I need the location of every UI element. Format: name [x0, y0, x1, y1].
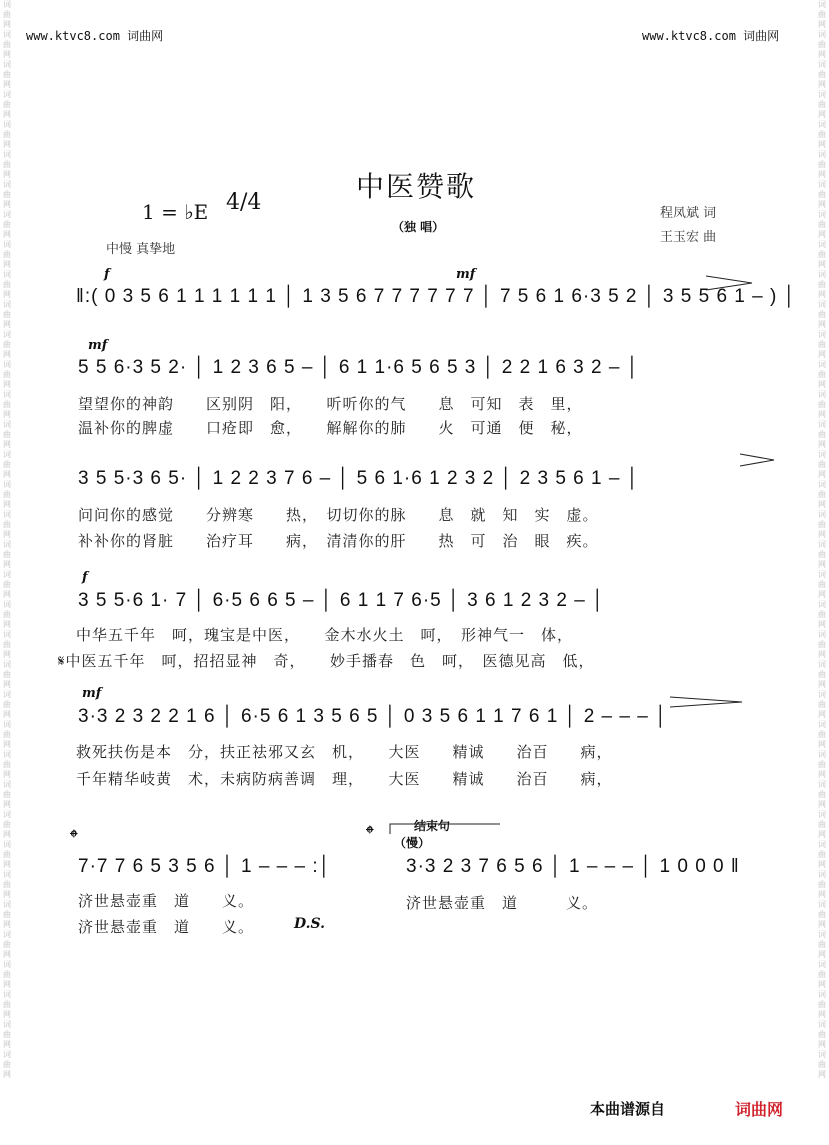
lyric-line-6b: 济世悬壶重 道 义。: [78, 918, 255, 936]
notation-line-2: 5 5 6·3 5 2· │ 1 2 3 6 5 – │ 6 1 1·6 5 6 5 3 │ 2 2 1 6 3 2 – │: [78, 357, 640, 378]
dynamic-mf: mf: [82, 686, 102, 701]
lyric-line-4b: 𝄋中医五千年 呵，招招显神 奇， 妙手播春 色 呵， 医德见高 低，: [58, 652, 595, 670]
dynamic-mf: mf: [88, 338, 108, 353]
notation-line-5: 3·3 2 3 2 2 1 6 │ 6·5 6 1 3 5 6 5 │ 0 3 5 6 1 1 7 6 1 │ 2 – – – │: [78, 706, 668, 727]
composer: 王玉宏 曲: [660, 230, 717, 245]
ending-label: 结束句: [414, 819, 451, 833]
song-subtitle: （独 唱）: [392, 220, 445, 234]
decrescendo-hairpin: [670, 697, 742, 707]
site-watermark-right: www.ktvc8.com 词曲网: [642, 29, 780, 43]
lyric-line-2a: 望望你的神韵 区别阴 阳， 听听你的气 息 可知 表 里，: [78, 395, 583, 413]
notation-line-1: ‖:( 0 3 5 6 1 1 1 1 1 1 │ 1 3 5 6 7 7 7 7 7 7 │ 7 5 6 1 6·3 5 2 │ 3 5 5 6 1 – ) │: [76, 286, 797, 307]
lyric-line-2b: 温补你的脾虚 口疮即 愈， 解解你的肺 火 可通 便 秘，: [78, 419, 583, 437]
edge-watermark-left: 词曲网词曲网词曲网词曲网词曲网词曲网词曲网词曲网词曲网词曲网词曲网词曲网词曲网词曲网词曲网词曲网词曲网词曲网词曲网词曲网词曲网词曲网词曲网词曲网词曲网词曲网词曲网词曲网词曲网词曲网词曲网词曲网词曲网词曲网词曲网词曲网: [3, 0, 11, 1079]
dynamic-f: f: [82, 570, 88, 585]
lyricist: 程凤斌 词: [660, 206, 717, 221]
tempo-marking: 中慢 真挚地: [106, 242, 176, 257]
source-site-logo: 词曲网: [735, 1100, 784, 1119]
notation-ending: 3·3 2 3 7 6 5 6 │ 1 – – – │ 1 0 0 0 ‖: [406, 856, 740, 877]
edge-watermark-right: 词曲网词曲网词曲网词曲网词曲网词曲网词曲网词曲网词曲网词曲网词曲网词曲网词曲网词曲网词曲网词曲网词曲网词曲网词曲网词曲网词曲网词曲网词曲网词曲网词曲网词曲网词曲网词曲网词曲网词曲网词曲网词曲网词曲网词曲网词曲网词曲网: [818, 0, 826, 1079]
notation-line-6: 7·7 7 6 5 3 5 6 │ 1 – – – :│: [78, 856, 332, 877]
time-signature: 4/4: [226, 190, 262, 215]
slow-marking: （慢）: [394, 836, 431, 850]
ending-bracket: [390, 824, 500, 834]
source-label: 本曲谱源自: [590, 1100, 666, 1118]
song-title: 中医赞歌: [356, 170, 477, 203]
notation-line-3: 3 5 5·3 6 5· │ 1 2 2 3 7 6 – │ 5 6 1·6 1 2 3 2 │ 2 3 5 6 1 – │: [78, 468, 640, 489]
site-watermark-left: www.ktvc8.com 词曲网: [26, 29, 164, 43]
notation-line-4: 3 5 5·6 1· 7 │ 6·5 6 6 5 – │ 6 1 1 7 6·5 │ 3 6 1 2 3 2 – │: [78, 590, 605, 611]
dynamic-f: f: [104, 267, 110, 282]
lyric-line-5a: 救死扶伤是本 分，扶正祛邪又玄 机， 大医 精诚 治百 病，: [76, 743, 613, 761]
lyric-line-4a: 中华五千年 呵，瑰宝是中医， 金木水火土 呵， 形神气一 体，: [76, 626, 574, 644]
ds-marking: D.S.: [294, 916, 326, 932]
lyric-line-3b: 补补你的肾脏 治疗耳 病， 清清你的肝 热 可 治 眼 疾。: [78, 532, 599, 550]
lyric-ending: 济世悬壶重 道 义。: [406, 894, 599, 912]
coda-sign: 𝄌: [70, 826, 78, 851]
decrescendo-hairpin: [706, 276, 752, 290]
lyric-line-6a: 济世悬壶重 道 义。: [78, 892, 255, 910]
coda-sign: 𝄌: [366, 822, 374, 847]
key-signature: 1 = ♭E: [142, 200, 209, 224]
dynamic-mf: mf: [456, 267, 476, 282]
decrescendo-hairpin: [740, 454, 774, 466]
lyric-line-5b: 千年精华岐黄 术，未病防病善调 理， 大医 精诚 治百 病，: [76, 770, 613, 788]
lyric-line-3a: 问问你的感觉 分辨寒 热， 切切你的脉 息 就 知 实 虚。: [78, 506, 599, 524]
